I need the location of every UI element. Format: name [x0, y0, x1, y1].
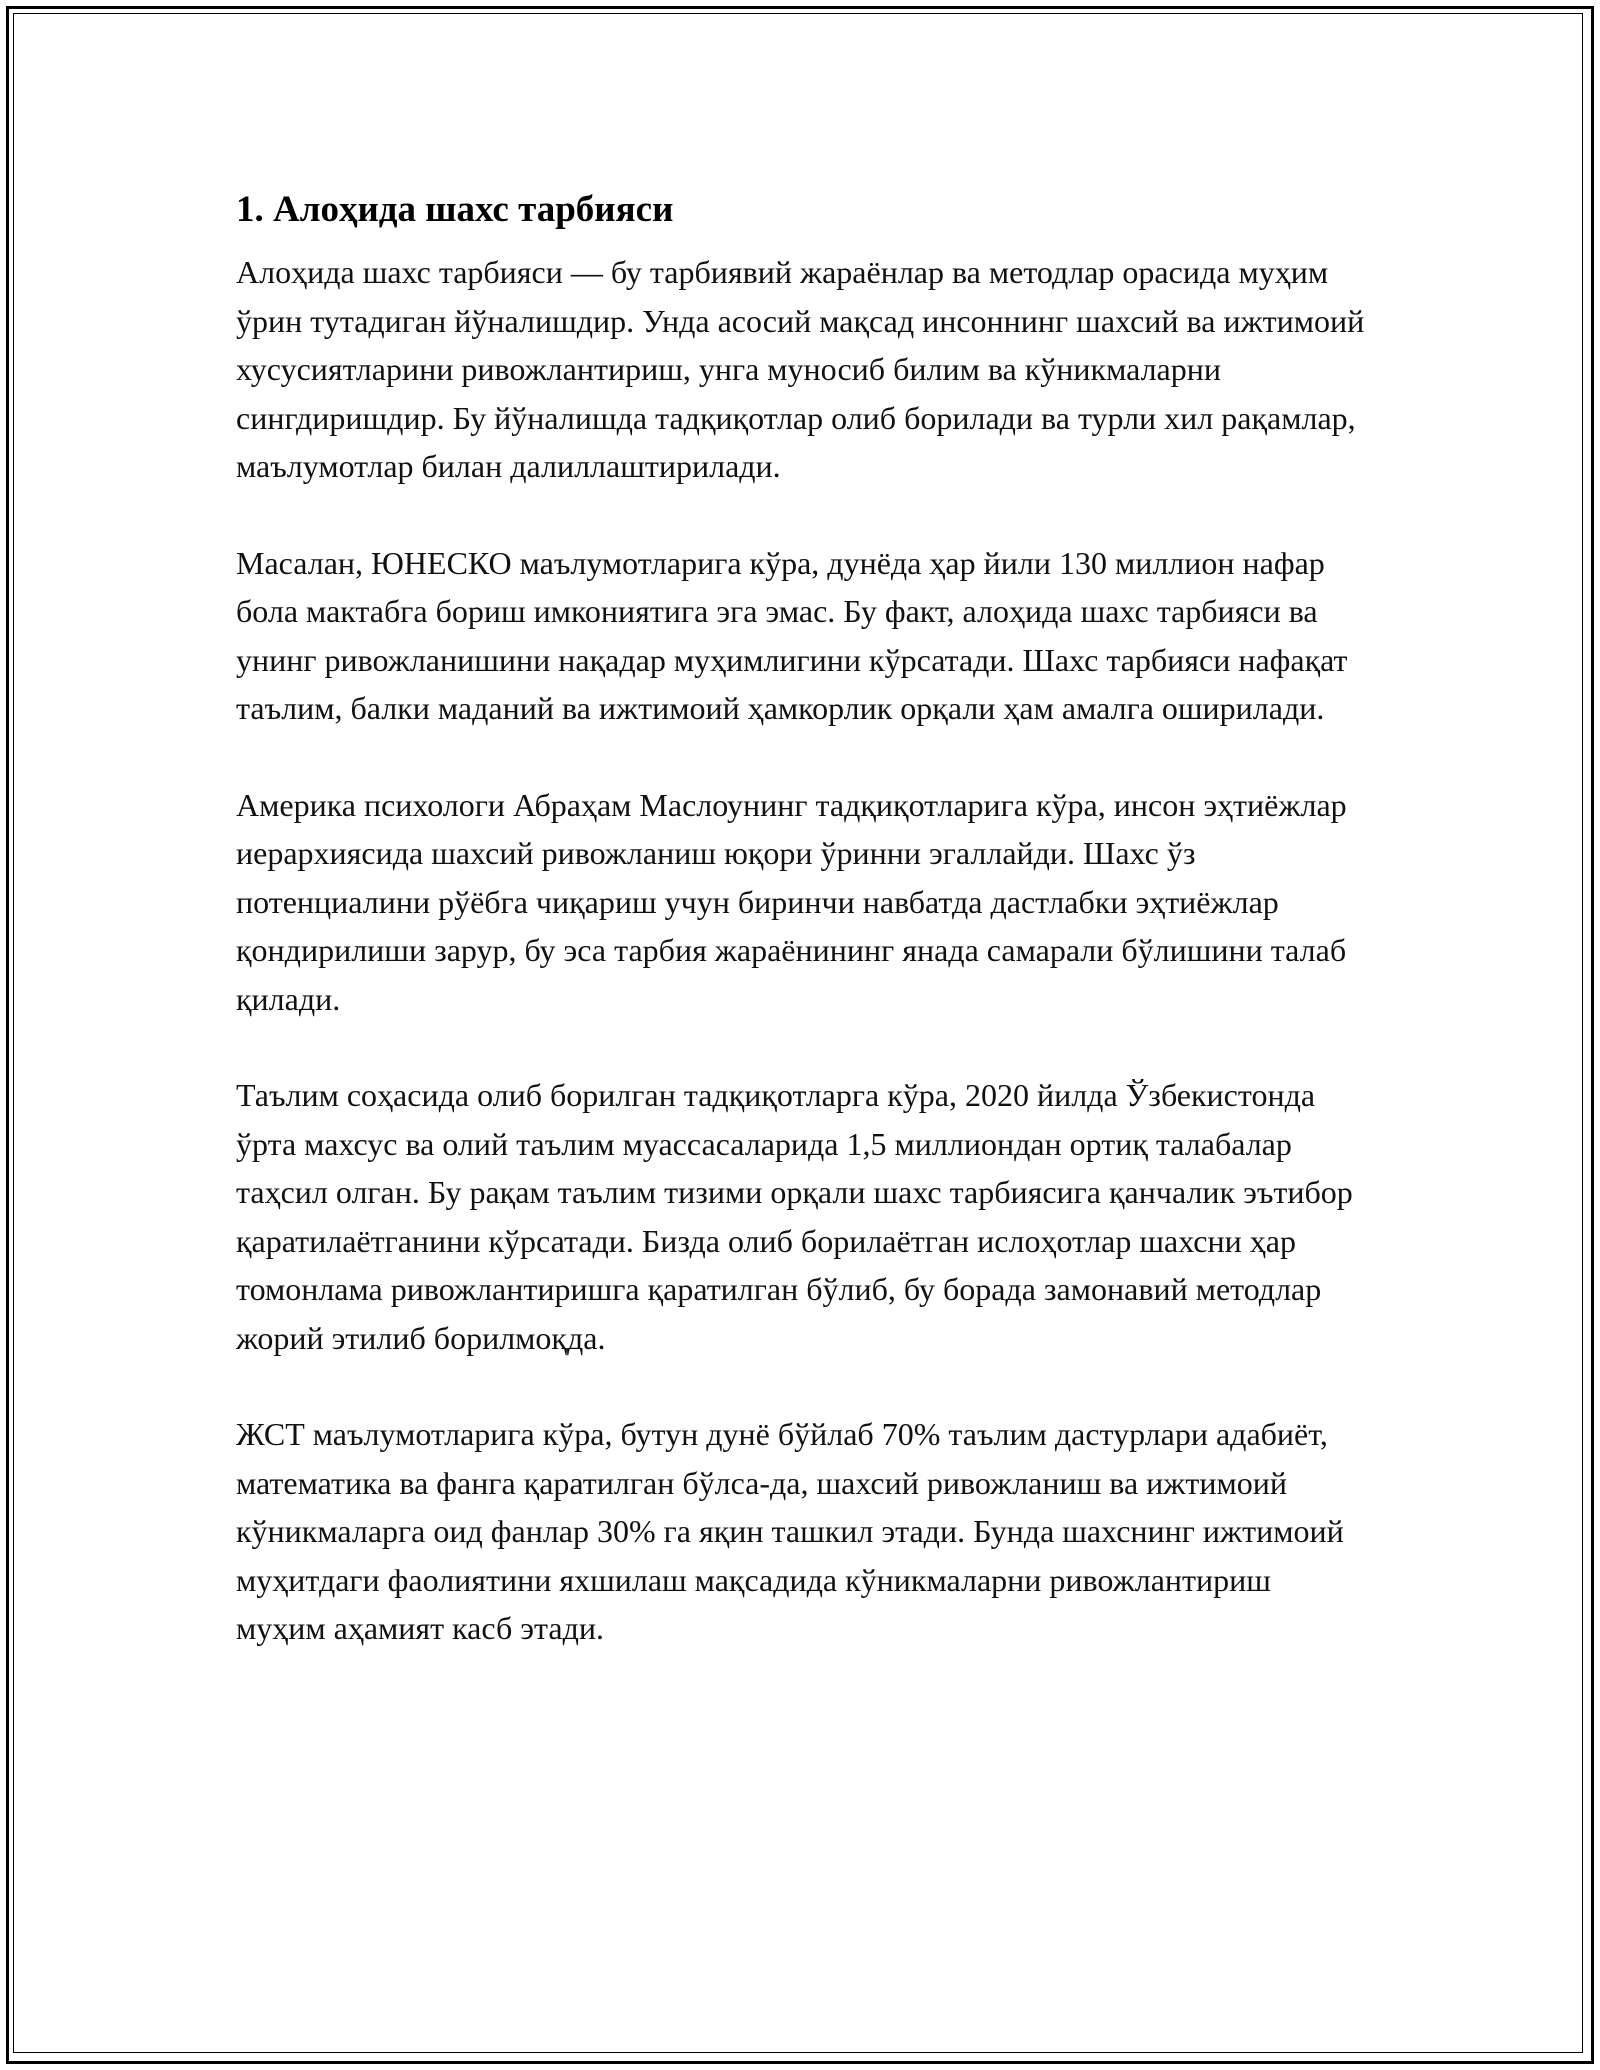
paragraph-maslow: Америка психологи Абраҳам Маслоунинг тадқиқотларига кўра, инсон эҳтиёжлар иерархиясида шахсий ривожланиш юқори ўринни эгаллайди. Шахс ўз потенциалини рўёбга чиқариш учун биринчи навбатда дастлабки эҳтиёжлар қондирилиши зарур, бу эса тарбия жараёнининг янада самарали бўлишини талаб қилади.	[236, 786, 1347, 1017]
paragraph-who: ЖСТ маълумотларига кўра, бутун дунё бўйлаб 70% таълим дастурлари адабиёт, математика ва фанга қаратилган бўлса-да, шахсий ривожланиш ва ижтимоий кўникмаларга оид фанлар 30% га яқин ташкил этади. Бунда шахснинг ижтимоий муҳитдаги фаолиятини яхшилаш мақсадида кўникмаларни ривожлантириш муҳим аҳамият касб этади.	[236, 1416, 1344, 1646]
paragraph-intro: Алоҳида шахс тарбияси — бу тарбиявий жараёнлар ва методлар орасида муҳим ўрин тутадиган йўналишдир. Унда асосий мақсад инсоннинг шахсий ва ижтимоий хусусиятларини ривожлантириш, унга муносиб билим ва кўникмаларни сингдиришдир. Бу йўналишда тадқиқотлар олиб борилади ва турли хил рақамлар, маълумотлар билан далиллаштирилади.	[236, 254, 1365, 484]
document-body	[236, 186, 1366, 1701]
paragraph-unesco: Масалан, ЮНЕСКО маълумотларига кўра, дунёда ҳар йили 130 миллион нафар бола мактабга бориш имкониятига эга эмас. Бу факт, алоҳида шахс тарбияси ва унинг ривожланишини нақадар муҳимлигини кўрсатади. Шахс тарбияси нафақат таълим, балки маданий ва ижтимоий ҳамкорлик орқали ҳам амалга оширилади.	[236, 544, 1348, 726]
section-heading: 1. Алоҳида шахс тарбияси	[236, 189, 674, 230]
paragraph-uzbekistan: Таълим соҳасида олиб борилган тадқиқотларга кўра, 2020 йилда Ўзбекистонда ўрта махсус ва олий таълим муассасаларида 1,5 миллиондан ортиқ талабалар таҳсил олган. Бу рақам таълим тизими орқали шахс тарбиясига қанчалик эътибор қаратилаётганини кўрсатади. Бизда олиб борилаётган ислоҳотлар шахсни ҳар томонлама ривожлантиришга қаратилган бўлиб, бу борада замонавий методлар жорий этилиб борилмоқда.	[236, 1077, 1353, 1356]
